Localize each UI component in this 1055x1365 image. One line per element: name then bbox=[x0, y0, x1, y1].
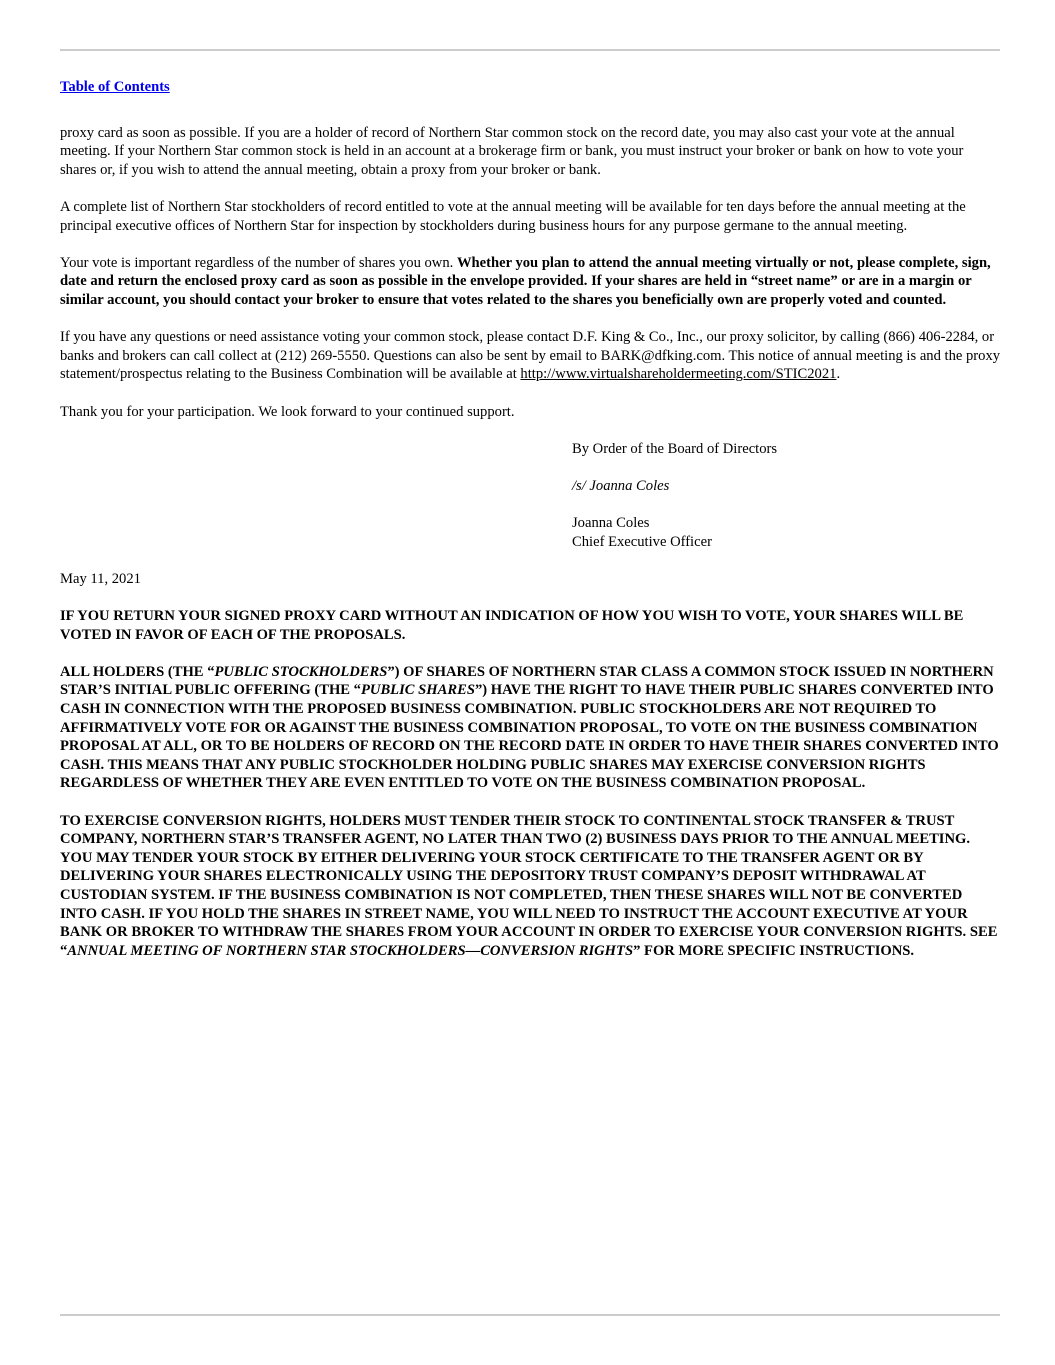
paragraph-thanks: Thank you for your participation. We look forward to your continued support. bbox=[60, 403, 515, 420]
date: May 11, 2021 bbox=[60, 570, 141, 587]
term: PUBLIC SHARES bbox=[360, 682, 475, 699]
term: PUBLIC STOCKHOLDERS bbox=[214, 663, 388, 680]
text: ” FOR MORE SPECIFIC INSTRUCTIONS. bbox=[633, 942, 915, 959]
notice-unmarked-proxy bbox=[60, 607, 1001, 644]
bottom-divider bbox=[60, 1314, 1000, 1316]
meeting-url-link[interactable]: http://www.virtualshareholdermeeting.com/STIC2021 bbox=[520, 366, 837, 383]
signature-block bbox=[572, 514, 1001, 551]
signature-order: By Order of the Board of Directors bbox=[572, 440, 778, 457]
top-divider bbox=[60, 49, 1000, 51]
text: . bbox=[836, 366, 841, 383]
notice-conversion-rights bbox=[60, 663, 1001, 793]
signature-text: /s/ Joanna Coles bbox=[572, 477, 670, 494]
text: Your vote is important regardless of the number of shares you own. bbox=[60, 254, 457, 271]
text: If you have any questions or need assistance voting your common stock, please contact D.F. King & Co., Inc., our proxy solicitor, by calling (866) 406-2284, or banks and brokers can call collect at (212) 269-5550. Questions can also be sent by email to BARK@dfking.com. This notice of annual meeting is and the proxy statement/prospectus relating to the Business Combination will be available at bbox=[60, 329, 1001, 383]
signer-title: Chief Executive Officer bbox=[572, 533, 712, 550]
paragraph-voting: proxy card as soon as possible. If you are a holder of record of Northern Star common stock on the record date, you may also cast your vote at the annual meeting. If your Northern Star common stock is held in an account at a brokerage firm or bank, you must instruct your broker or bank on how to vote your shares or, if you wish to attend the annual meeting, obtain a proxy from your broker or bank. bbox=[60, 124, 964, 178]
text: ”) HAVE THE RIGHT TO HAVE THEIR PUBLIC SHARES CONVERTED INTO CASH IN CONNECTION WITH THE PROPOSED BUSINESS COMBINATION. PUBLIC STOCKHOLDERS ARE NOT REQUIRED TO AFFIRMATIVELY VOTE FOR OR AGAINST THE BUSINESS COMBINATION PROPOSAL, TO VOTE ON THE BUSINESS COMBINATION PROPOSAL AT ALL, OR TO BE HOLDERS OF RECORD ON THE RECORD DATE IN ORDER TO HAVE THEIR SHARES CONVERTED INTO CASH. THIS MEANS THAT ANY PUBLIC STOCKHOLDER HOLDING PUBLIC SHARES MAY EXERCISE CONVERSION RIGHTS REGARDLESS OF WHETHER THEY ARE EVEN ENTITLED TO VOTE ON THE BUSINESS COMBINATION PROPOSAL. bbox=[60, 682, 999, 792]
bold-text: Whether you plan to attend the annual meeting virtually or not, please complete, sign, date and return the enclosed proxy card as soon as possible in the envelope provided. If your shares are held in “street name” or are in a margin or similar account, you should contact your broker to ensure that votes related to the shares you beneficially own are properly voted and counted. bbox=[60, 254, 991, 308]
signature-signed bbox=[572, 477, 1001, 496]
document-body bbox=[60, 78, 1001, 979]
section-reference: ANNUAL MEETING OF NORTHERN STAR STOCKHOLDERS—CONVERSION RIGHTS bbox=[67, 942, 634, 959]
signer-name: Joanna Coles bbox=[572, 515, 650, 532]
paragraph-vote-importance bbox=[60, 254, 1001, 310]
text: TO EXERCISE CONVERSION RIGHTS, HOLDERS MUST TENDER THEIR STOCK TO CONTINENTAL STOCK TRANSFER & TRUST COMPANY, NORTHERN STAR’S TRANSFER AGENT, NO LATER THAN TWO (2) BUSINESS DAYS PRIOR TO THE ANNUAL MEETING. YOU MAY TENDER YOUR STOCK BY EITHER DELIVERING YOUR STOCK CERTIFICATE TO THE TRANSFER AGENT OR BY DELIVERING YOUR SHARES ELECTRONICALLY USING THE DEPOSITORY TRUST COMPANY’S DEPOSIT WITHDRAWAL AT CUSTODIAN SYSTEM. IF THE BUSINESS COMBINATION IS NOT COMPLETED, THEN THESE SHARES WILL NOT BE CONVERTED INTO CASH. IF YOU HOLD THE SHARES IN STREET NAME, YOU WILL NEED TO INSTRUCT THE ACCOUNT EXECUTIVE AT YOUR BANK OR BROKER TO WITHDRAW THE SHARES FROM YOUR ACCOUNT IN ORDER TO EXERCISE YOUR CONVERSION RIGHTS. SEE “ bbox=[60, 812, 998, 959]
table-of-contents-link[interactable]: Table of Contents bbox=[60, 79, 170, 95]
text: ALL HOLDERS (THE “ bbox=[60, 663, 215, 680]
notice-exercise-conversion bbox=[60, 812, 1001, 961]
paragraph-stockholder-list: A complete list of Northern Star stockholders of record entitled to vote at the annual meeting will be available for ten days before the annual meeting at the principal executive offices of Northern Star for inspection by stockholders during business hours for any purpose germane to the annual meeting. bbox=[60, 198, 966, 234]
paragraph-questions bbox=[60, 328, 1001, 384]
text: ”) OF SHARES OF NORTHERN STAR CLASS A COMMON STOCK ISSUED IN NORTHERN STAR’S INITIAL PUBLIC OFFERING (THE “ bbox=[60, 663, 994, 699]
bold-text: IF YOU RETURN YOUR SIGNED PROXY CARD WITHOUT AN INDICATION OF HOW YOU WISH TO VOTE, YOUR SHARES WILL BE VOTED IN FAVOR OF EACH OF THE PROPOSALS. bbox=[60, 608, 964, 643]
